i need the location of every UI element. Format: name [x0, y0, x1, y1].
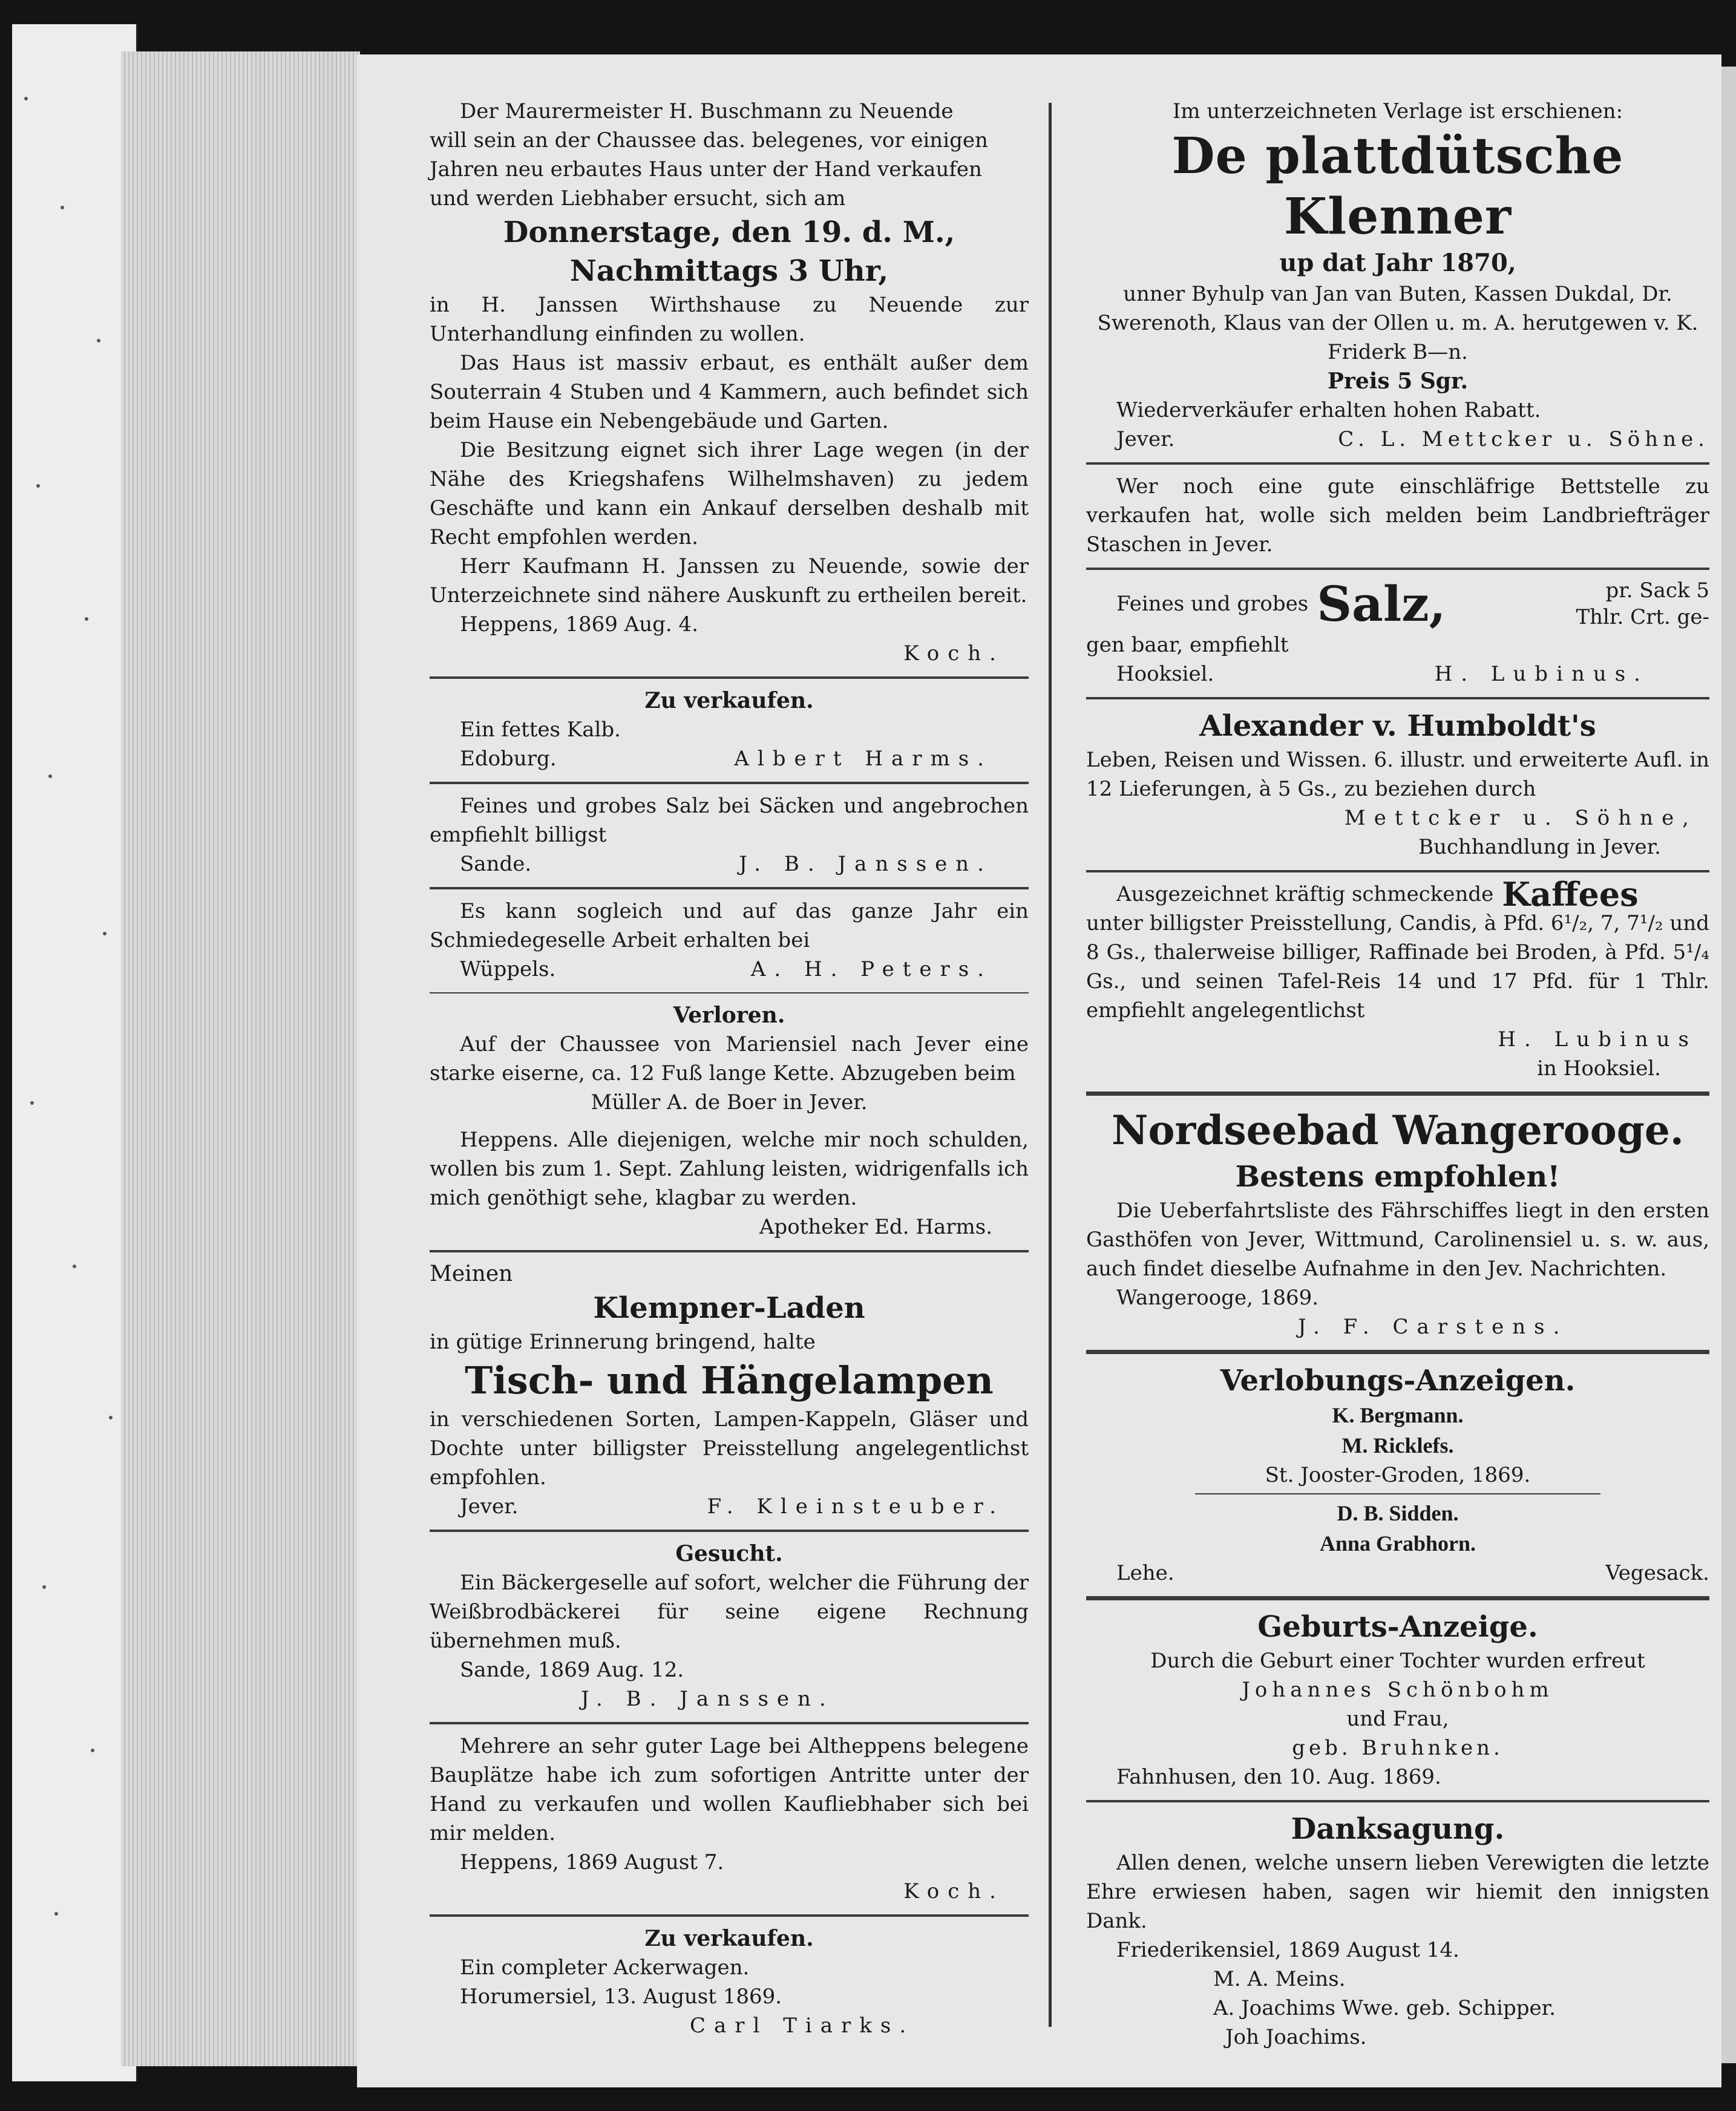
ad-signature: Johannes Schönbohm [1242, 1678, 1554, 1702]
ad-text: Auf der Chaussee von Mariensiel nach Jever eine starke eiserne, ca. 12 Fuß lange Kette. Abzugeben beim [430, 1032, 1029, 1085]
ad-place: Wüppels. [460, 957, 556, 981]
ad-place: Heppens, 1869 Aug. 4. [460, 612, 698, 637]
ad-headline: Salz, [1317, 575, 1446, 632]
ad-verloren [430, 1001, 1029, 1117]
ad-text: Ein Bäckergeselle auf sofort, welcher die Führung der Weißbrodbäckerei für seine eigene Rechnung übernehmen muß. [430, 1571, 1029, 1653]
ad-intro: Meinen [430, 1262, 513, 1286]
ad-text: Ein completer Ackerwagen. [460, 1956, 750, 1980]
ad-date-heading: Donnerstage, den 19. d. M., [503, 215, 955, 249]
ad-danksagung [1086, 1810, 1709, 2052]
ad-title: Verlobungs-Anzeigen. [1220, 1364, 1576, 1398]
ad-place: Sande, 1869 Aug. 12. [460, 1658, 684, 1682]
ad-text: Müller A. de Boer in Jever. [591, 1090, 868, 1114]
book-cover-marbled [12, 24, 138, 2081]
ad-price: Preis 5 Sgr. [1327, 368, 1469, 394]
ad-place: Friederikensiel, 1869 August 14. [1116, 1938, 1459, 1962]
ad-place: Hooksiel. [1116, 662, 1214, 686]
divider [430, 782, 1029, 784]
ad-subtitle: up dat Jahr 1870, [1279, 249, 1516, 277]
ad-title: Alexander v. Humboldt's [1199, 709, 1596, 743]
ad-price: Thlr. Crt. ge- [1576, 605, 1709, 629]
ad-text: Die Ueberfahrtsliste des Fährschiffes liegt in den ersten Gasthöfen von Jever, Wittmund, Carolinensiel u. s. w. aus, auch findet dieselbe Aufnahme in den Jev. Nachrichten. [1086, 1199, 1709, 1281]
ad-apotheker [430, 1125, 1029, 1242]
ad-wangerooge [1086, 1103, 1709, 1341]
ad-place: Wangerooge, 1869. [1116, 1286, 1319, 1310]
ad-price: pr. Sack 5 [1605, 578, 1709, 603]
ad-text: in gütige Erinnerung bringend, halte [430, 1330, 816, 1354]
divider [1086, 1092, 1709, 1096]
ad-klempner [430, 1260, 1029, 1521]
ad-signature: J. B. Janssen. [739, 852, 992, 876]
ad-verlobung [1086, 1361, 1709, 1588]
ad-signature: Mettcker u. Söhne, [1344, 806, 1697, 830]
ad-text: Es kann sogleich und auf das ganze Jahr ein Schmiedegeselle Arbeit erhalten bei [430, 899, 1029, 952]
ad-schmied [430, 897, 1029, 984]
ad-place: Vegesack. [1605, 1561, 1709, 1585]
ad-line: Jahren neu erbautes Haus unter der Hand verkaufen [430, 157, 982, 182]
ad-place: Horumersiel, 13. August 1869. [460, 1985, 782, 2009]
ad-time-heading: Nachmittags 3 Uhr, [569, 254, 889, 288]
ad-signature: A. Joachims Wwe. geb. Schipper. [1213, 1996, 1556, 2020]
ad-signature: Apotheker Ed. Harms. [759, 1215, 992, 1239]
ad-signature: H. Lubinus [1498, 1027, 1697, 1052]
ad-signature: in Hooksiel. [1537, 1056, 1661, 1081]
ad-klenner [1086, 97, 1709, 454]
divider [430, 1722, 1029, 1724]
ad-name: D. B. Sidden. [1337, 1501, 1459, 1525]
ad-text: Mehrere an sehr guter Lage bei Altheppens belegene Bauplätze habe ich zum sofortigen Antritte unter der Hand zu verkaufen und wollen Kaufliebhaber sich bei mir melden. [430, 1734, 1029, 1845]
ad-line: will sein an der Chaussee das. belegenes, vor einigen [430, 128, 988, 152]
ad-place: Jever. [460, 1494, 519, 1519]
ad-signature: J. B. Janssen. [581, 1687, 834, 1711]
ad-title: Zu verkaufen. [644, 1926, 814, 1951]
divider [430, 676, 1029, 679]
ad-signature: Koch. [903, 1879, 1004, 1903]
ad-signature: M. A. Meins. [1213, 1967, 1346, 1991]
ad-signature: H. Lubinus. [1434, 662, 1649, 686]
divider [1086, 870, 1709, 872]
ad-place: St. Jooster-Groden, 1869. [1265, 1463, 1531, 1487]
ad-text: unter billigster Preisstellung, Candis, à Pfd. 6¹/₂, 7, 7¹/₂ und 8 Gs., thalerweise billiger, Raffinade bei Broden, à Pfd. 5¹/₄ Gs., und seinen Tafel-Reis 14 und 17 Pfd. für 1 Thlr. empfiehlt angelegentlichst [1086, 911, 1709, 1023]
ad-signature: Koch. [903, 641, 1004, 666]
ad-subtitle: Bestens empfohlen! [1235, 1160, 1561, 1194]
right-column [1086, 97, 1709, 2060]
ad-place: Jever. [1116, 427, 1175, 451]
ad-salz-sande [430, 791, 1029, 879]
ad-title: Danksagung. [1291, 1812, 1505, 1846]
ad-line: und werden Liebhaber ersucht, sich am [430, 186, 846, 211]
ad-gesucht [430, 1539, 1029, 1713]
divider [1086, 697, 1709, 699]
ad-kalb [430, 686, 1029, 773]
divider [1086, 462, 1709, 465]
ad-title: Verloren. [673, 1003, 785, 1028]
ad-geburt [1086, 1608, 1709, 1792]
divider [430, 1530, 1029, 1532]
ad-text: Wiederverkäufer erhalten hohen Rabatt. [1116, 398, 1541, 422]
divider [1195, 1493, 1600, 1494]
ad-text: Wer noch eine gute einschläfrige Bettstelle zu verkaufen hat, wolle sich melden beim Landbriefträger Staschen in Jever. [1086, 474, 1709, 557]
left-column [430, 97, 1029, 2049]
ad-text: unner Byhulp van Jan van Buten, Kassen Dukdal, Dr. Swerenoth, Klaus van der Ollen u. m. A. herutgewen v. K. Friderk B—n. [1097, 282, 1698, 364]
ad-text: Allen denen, welche unsern lieben Verewigten die letzte Ehre erwiesen haben, sagen wir hiemit den innigsten Dank. [1086, 1851, 1709, 1933]
ad-name: M. Ricklefs. [1341, 1433, 1454, 1458]
ad-text: Feines und grobes Salz bei Säcken und angebrochen empfiehlt billigst [430, 794, 1029, 847]
divider [430, 992, 1029, 993]
divider [430, 887, 1029, 889]
ad-text: in verschiedenen Sorten, Lampen-Kappeln, Gläser und Dochte unter billigster Preisstellung angelegentlichst empfohlen. [430, 1407, 1029, 1490]
ad-text: Heppens. Alle diejenigen, welche mir noch schulden, wollen bis zum 1. Sept. Zahlung leisten, widrigenfalls ich mich genöthigt sehe, klagbar zu werden. [430, 1128, 1029, 1210]
ad-text: geb. Bruhnken. [1292, 1736, 1504, 1760]
ad-text: Durch die Geburt einer Tochter wurden erfreut [1150, 1649, 1645, 1673]
ad-name: Anna Grabhorn. [1319, 1531, 1476, 1556]
ad-humboldt [1086, 707, 1709, 862]
divider [1086, 1596, 1709, 1600]
ad-text: Ausgezeichnet kräftig schmeckende [1116, 882, 1494, 906]
ad-title: Geburts-Anzeige. [1257, 1610, 1538, 1644]
ad-title: Nordseebad Wangerooge. [1112, 1107, 1684, 1154]
ad-signature: F. Kleinsteuber. [707, 1494, 1004, 1519]
ad-salz-hooksiel [1086, 577, 1709, 689]
ad-text: Leben, Reisen und Wissen. 6. illustr. und erweiterte Aufl. in 12 Lieferungen, à 5 Gs., zu beziehen durch [1086, 748, 1709, 801]
divider [1086, 568, 1709, 570]
ad-buschmann [430, 97, 1029, 668]
ad-kaffee [1086, 875, 1709, 1083]
ad-text: und Frau, [1346, 1707, 1449, 1731]
ad-signature: Joh Joachims. [1225, 2025, 1367, 2049]
ad-signature: C. L. Mettcker u. Söhne. [1338, 427, 1709, 451]
ad-name: K. Bergmann. [1332, 1403, 1464, 1427]
ad-place: Lehe. [1116, 1561, 1174, 1585]
ad-paragraph: in H. Janssen Wirthshause zu Neuende zur Unterhandlung einfinden zu wollen. [430, 293, 1029, 346]
ad-signature: J. F. Carstens. [1298, 1315, 1568, 1339]
ad-title: De plattdütsche Klenner [1171, 127, 1624, 246]
ad-bettstelle [1086, 472, 1709, 559]
ad-title: Zu verkaufen. [644, 688, 814, 713]
ad-title: Klempner-Laden [593, 1291, 865, 1325]
ad-text: gen baar, empfiehlt [1086, 633, 1289, 657]
divider [1086, 1350, 1709, 1354]
ad-ackerwagen [430, 1924, 1029, 2040]
column-divider [1049, 103, 1052, 2027]
divider [1086, 1800, 1709, 1802]
ad-place: Edoburg. [460, 747, 557, 771]
ad-signature: Carl Tiarks. [690, 2014, 915, 2038]
ad-paragraph: Das Haus ist massiv erbaut, es enthält außer dem Souterrain 4 Stuben und 4 Kammern, auch befindet sich beim Hause ein Nebengebäude und Garten. [430, 351, 1029, 433]
divider [430, 1914, 1029, 1917]
divider [430, 1250, 1029, 1252]
ad-signature: Albert Harms. [734, 747, 992, 771]
ad-signature: Buchhandlung in Jever. [1418, 835, 1661, 859]
ad-line: Der Maurermeister H. Buschmann zu Neuende [460, 99, 954, 123]
ad-text: Ein fettes Kalb. [460, 718, 621, 742]
ad-signature: A. H. Peters. [750, 957, 992, 981]
ad-intro: Im unterzeichneten Verlage ist erschienen: [1172, 99, 1623, 123]
ad-place: Fahnhusen, den 10. Aug. 1869. [1116, 1765, 1441, 1789]
ad-paragraph: Herr Kaufmann H. Janssen zu Neuende, sowie der Unterzeichnete sind nähere Auskunft zu ertheilen bereit. [430, 554, 1029, 607]
ad-place: Heppens, 1869 August 7. [460, 1850, 724, 1874]
ad-paragraph: Die Besitzung eignet sich ihrer Lage wegen (in der Nähe des Kriegshafens Wilhelmshaven) zu jedem Geschäfte und kann ein Ankauf derselben deshalb mit Recht empfohlen werden. [430, 438, 1029, 549]
page-edges [121, 51, 360, 2066]
ad-title: Gesucht. [675, 1541, 783, 1566]
ad-place: Sande. [460, 852, 532, 876]
ad-headline: Kaffees [1502, 875, 1639, 914]
newspaper-page [357, 54, 1721, 2087]
ad-headline: Tisch- und Hängelampen [465, 1358, 994, 1402]
ad-text: Feines und grobes [1116, 592, 1309, 616]
ad-bauplaetze [430, 1732, 1029, 1906]
